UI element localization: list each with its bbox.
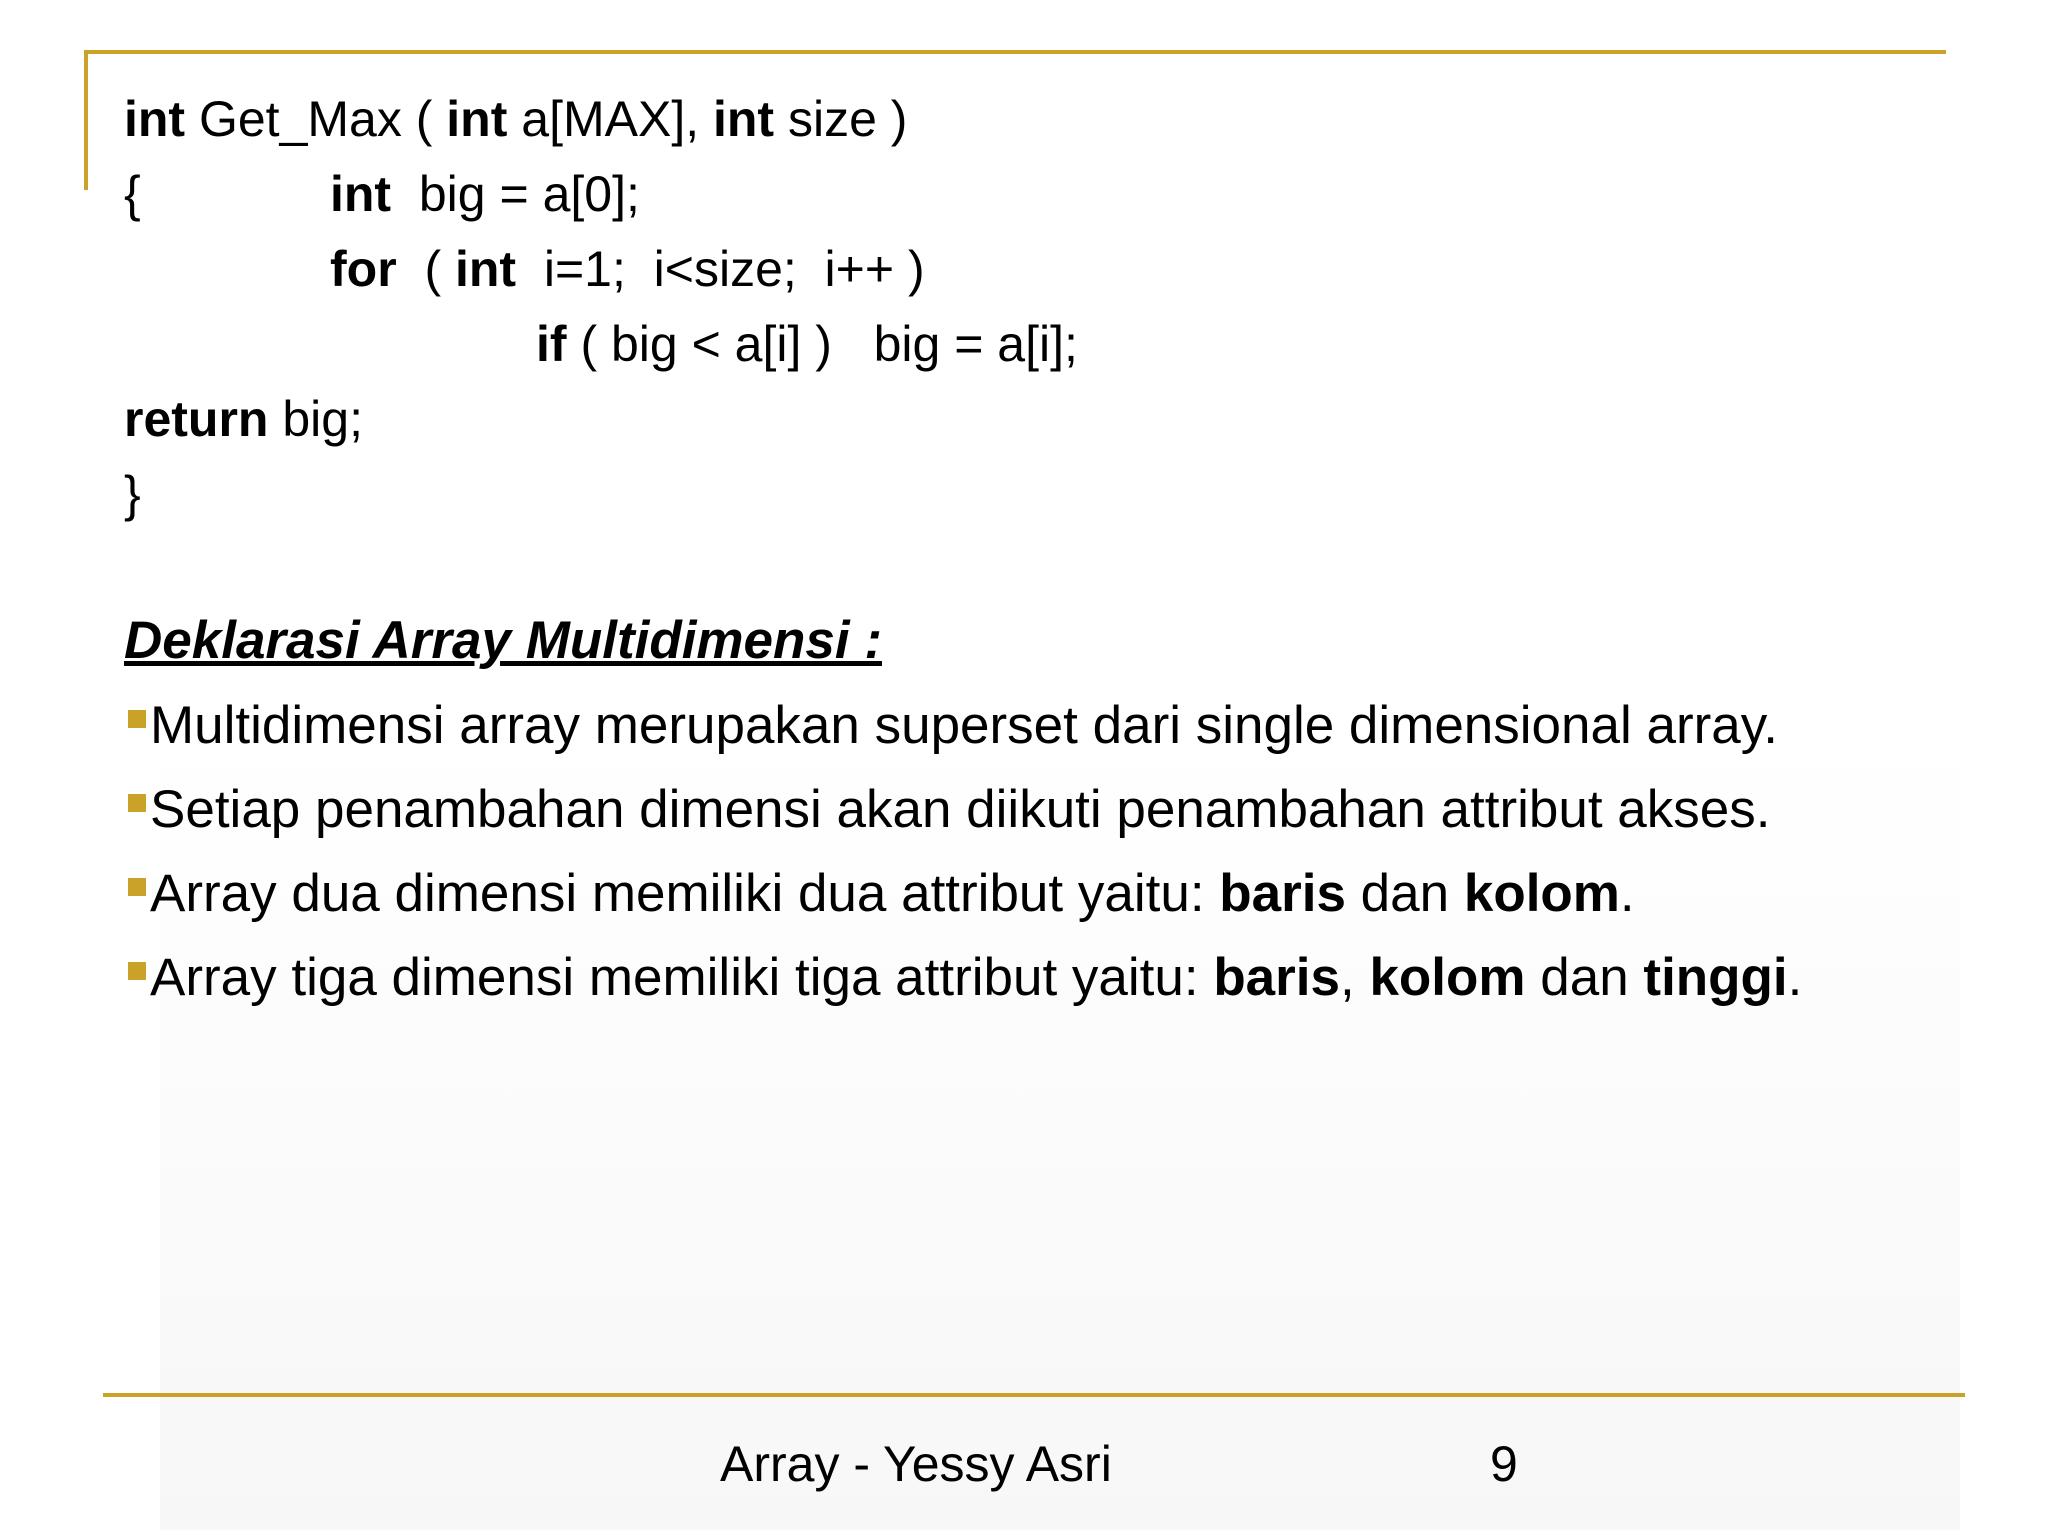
bullet-text: . bbox=[1619, 864, 1635, 923]
code-text: ( big < a[i] ) big = a[i]; bbox=[566, 316, 1078, 372]
keyword: int bbox=[124, 91, 186, 147]
open-brace: { bbox=[124, 166, 141, 222]
code-text: ( bbox=[396, 241, 455, 297]
keyword: for bbox=[330, 241, 397, 297]
list-item bbox=[124, 692, 1944, 760]
code-indent bbox=[330, 232, 925, 307]
bold-term: kolom bbox=[1369, 948, 1526, 1007]
code-line-4 bbox=[124, 307, 1078, 382]
keyword: int bbox=[454, 241, 517, 297]
list-item bbox=[124, 860, 1944, 928]
code-text: big; bbox=[268, 391, 363, 447]
top-rule bbox=[84, 50, 1946, 54]
bottom-rule bbox=[103, 1393, 1965, 1397]
list-item bbox=[124, 776, 1944, 844]
bullet-text: Multidimensi array merupakan superset dari single dimensional array. bbox=[150, 696, 1779, 755]
bullet-text: Setiap penambahan dimensi akan diikuti penambahan attribut akses. bbox=[150, 780, 1771, 839]
bullet-list bbox=[124, 692, 1944, 1028]
code-indent bbox=[330, 157, 640, 232]
bold-term: baris bbox=[1219, 864, 1346, 923]
code-text: a[MAX], bbox=[507, 91, 713, 147]
square-bullet-icon bbox=[128, 962, 146, 980]
bold-term: kolom bbox=[1463, 864, 1620, 923]
square-bullet-icon bbox=[128, 710, 146, 728]
bullet-text: Array dua dimensi memiliki dua attribut yaitu: bbox=[150, 864, 1220, 923]
bullet-text: , bbox=[1340, 948, 1370, 1007]
code-line-6 bbox=[124, 457, 907, 532]
footer-title: Array - Yessy Asri bbox=[720, 1436, 1112, 1492]
square-bullet-icon bbox=[128, 878, 146, 896]
section-heading: Deklarasi Array Multidimensi : bbox=[124, 611, 882, 670]
page-number: 9 bbox=[1490, 1436, 1518, 1492]
code-text: Get_Max ( bbox=[185, 91, 447, 147]
code-line-3 bbox=[124, 232, 925, 307]
keyword: return bbox=[124, 391, 269, 447]
code-text: big = a[0]; bbox=[391, 166, 640, 222]
square-bullet-icon bbox=[128, 794, 146, 812]
list-item bbox=[124, 944, 1944, 1012]
keyword: int bbox=[713, 91, 775, 147]
bullet-text: Array tiga dimensi memiliki tiga attribut yaitu: bbox=[150, 948, 1214, 1007]
left-rule bbox=[84, 50, 88, 190]
close-brace: } bbox=[124, 466, 141, 522]
keyword: int bbox=[330, 166, 392, 222]
code-block bbox=[124, 82, 1078, 532]
bullet-text: dan bbox=[1345, 864, 1464, 923]
code-line-1 bbox=[124, 82, 907, 157]
code-text: i=1; i<size; i++ ) bbox=[516, 241, 925, 297]
bullet-text: dan bbox=[1525, 948, 1644, 1007]
bold-term: baris bbox=[1213, 948, 1340, 1007]
keyword: if bbox=[536, 316, 567, 372]
bold-term: tinggi bbox=[1643, 948, 1788, 1007]
bullet-text: . bbox=[1787, 948, 1803, 1007]
keyword: int bbox=[446, 91, 508, 147]
code-indent bbox=[536, 307, 1078, 382]
code-line-2 bbox=[124, 157, 907, 232]
code-text: size ) bbox=[774, 91, 908, 147]
code-line-5 bbox=[124, 382, 907, 457]
